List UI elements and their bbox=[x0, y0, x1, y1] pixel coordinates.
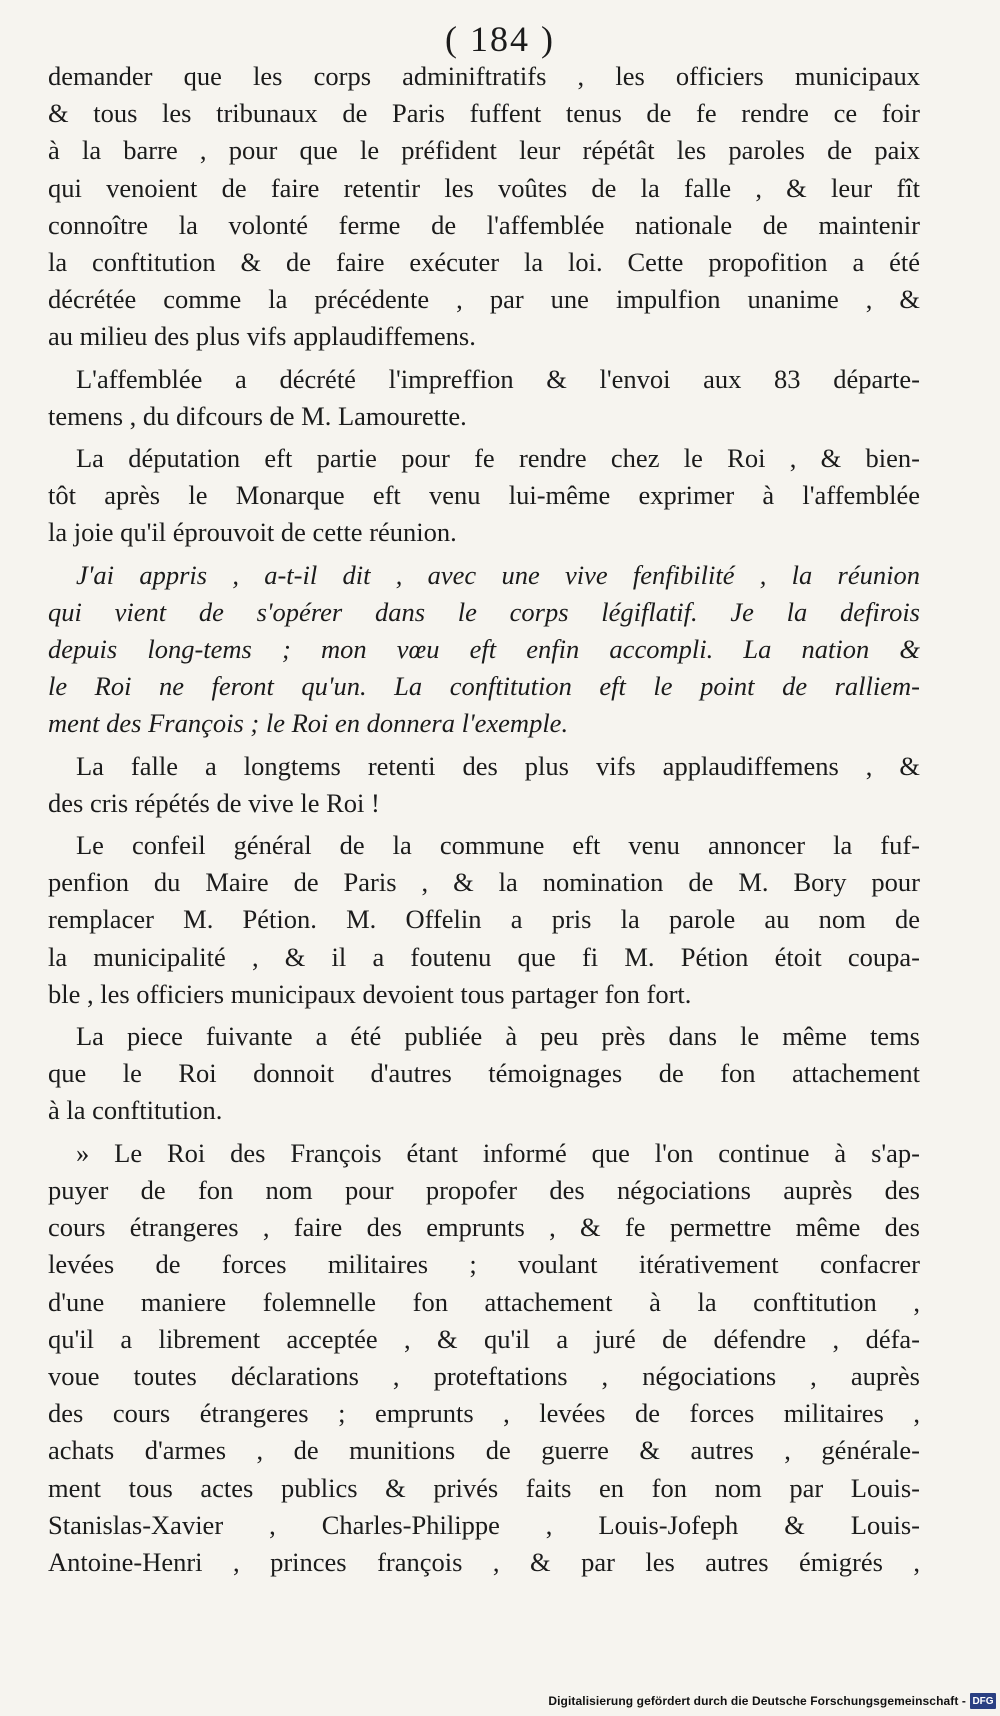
text-line: Le confeil général de la commune eft venu annoncer la fuf- bbox=[76, 830, 920, 861]
text-line: qui vient de s'opérer dans le corps légiflatif. Je la defirois bbox=[48, 596, 920, 627]
text-line: tôt après le Monarque eft venu lui-même exprimer à l'affemblée bbox=[48, 480, 920, 511]
text-line: qu'il a librement acceptée , & qu'il a juré de défendre , défa- bbox=[48, 1323, 920, 1354]
text-line: connoître la volonté ferme de l'affemblée nationale de maintenir bbox=[48, 209, 920, 240]
text-line: La falle a longtems retenti des plus vifs applaudiffemens , & bbox=[76, 750, 920, 781]
text-line: ment des François ; le Roi en donnera l'exemple. bbox=[48, 708, 569, 739]
text-line: Antoine-Henri , princes françois , & par les autres émigrés , bbox=[48, 1546, 920, 1577]
page-number: ( 184 ) bbox=[445, 19, 555, 59]
text-line: temens , du difcours de M. Lamourette. bbox=[48, 400, 467, 431]
text-line: Stanislas-Xavier , Charles-Philippe , Louis-Jofeph & Louis- bbox=[48, 1509, 920, 1540]
text-line: la municipalité , & il a foutenu que fi M. Pétion étoit coupa- bbox=[48, 941, 920, 972]
text-line: la joie qu'il éprouvoit de cette réunion. bbox=[48, 517, 457, 548]
text-line: La députation eft partie pour fe rendre chez le Roi , & bien- bbox=[76, 443, 920, 474]
text-line: depuis long-tems ; mon vœu eft enfin accompli. La nation & bbox=[48, 634, 920, 665]
text-line: » Le Roi des François étant informé que l'on continue à s'ap- bbox=[76, 1137, 920, 1168]
text-line: au milieu des plus vifs applaudiffemens. bbox=[48, 321, 476, 352]
text-line: puyer de fon nom pour propofer des négociations auprès des bbox=[48, 1174, 920, 1205]
text-line: & tous les tribunaux de Paris fuffent tenus de fe rendre ce foir bbox=[48, 98, 920, 129]
text-line: remplacer M. Pétion. M. Offelin a pris la parole au nom de bbox=[48, 904, 920, 935]
text-line: achats d'armes , de munitions de guerre & autres , générale- bbox=[48, 1435, 920, 1466]
text-line: voue toutes déclarations , proteftations , négociations , auprès bbox=[48, 1360, 920, 1391]
text-line: levées de forces militaires ; voulant itérativement confacrer bbox=[48, 1249, 920, 1280]
footer-credit: Digitalisierung gefördert durch die Deutsche Forschungsgemeinschaft - bbox=[548, 1694, 966, 1708]
text-line: à la conftitution. bbox=[48, 1095, 223, 1126]
body-text bbox=[48, 58, 920, 1581]
dfg-logo[interactable]: DFG bbox=[970, 1693, 996, 1709]
text-line: cours étrangeres , faire des emprunts , & fe permettre même des bbox=[48, 1212, 920, 1243]
text-line: L'affemblée a décrété l'impreffion & l'envoi aux 83 départe- bbox=[76, 363, 920, 394]
text-line: ble , les officiers municipaux devoient tous partager fon fort. bbox=[48, 978, 692, 1009]
text-line: La piece fuivante a été publiée à peu près dans le même tems bbox=[76, 1021, 920, 1052]
text-line: ment tous actes publics & privés faits en fon nom par Louis- bbox=[48, 1472, 920, 1503]
text-line: d'une maniere folemnelle fon attachement à la conftitution , bbox=[48, 1286, 920, 1317]
text-line: qui venoient de faire retentir les voûtes de la falle , & leur fît bbox=[48, 172, 920, 203]
text-line: des cris répétés de vive le Roi ! bbox=[48, 787, 380, 818]
text-line: J'ai appris , a-t-il dit , avec une vive fenfibilité , la réunion bbox=[76, 559, 920, 590]
text-line: penfion du Maire de Paris , & la nomination de M. Bory pour bbox=[48, 867, 920, 898]
text-line: à la barre , pour que le préfident leur répétât les paroles de paix bbox=[48, 135, 920, 166]
text-line: décrétée comme la précédente , par une impulfion unanime , & bbox=[48, 284, 920, 315]
text-line: que le Roi donnoit d'autres témoignages de fon attachement bbox=[48, 1058, 920, 1089]
digitization-footer bbox=[548, 1690, 996, 1712]
text-line: le Roi ne feront qu'un. La conftitution eft le point de ralliem- bbox=[48, 671, 920, 702]
text-line: la conftitution & de faire exécuter la loi. Cette propofition a été bbox=[48, 247, 920, 278]
text-line: des cours étrangeres ; emprunts , levées de forces militaires , bbox=[48, 1398, 920, 1429]
text-line: demander que les corps adminiftratifs , les officiers municipaux bbox=[48, 61, 920, 91]
